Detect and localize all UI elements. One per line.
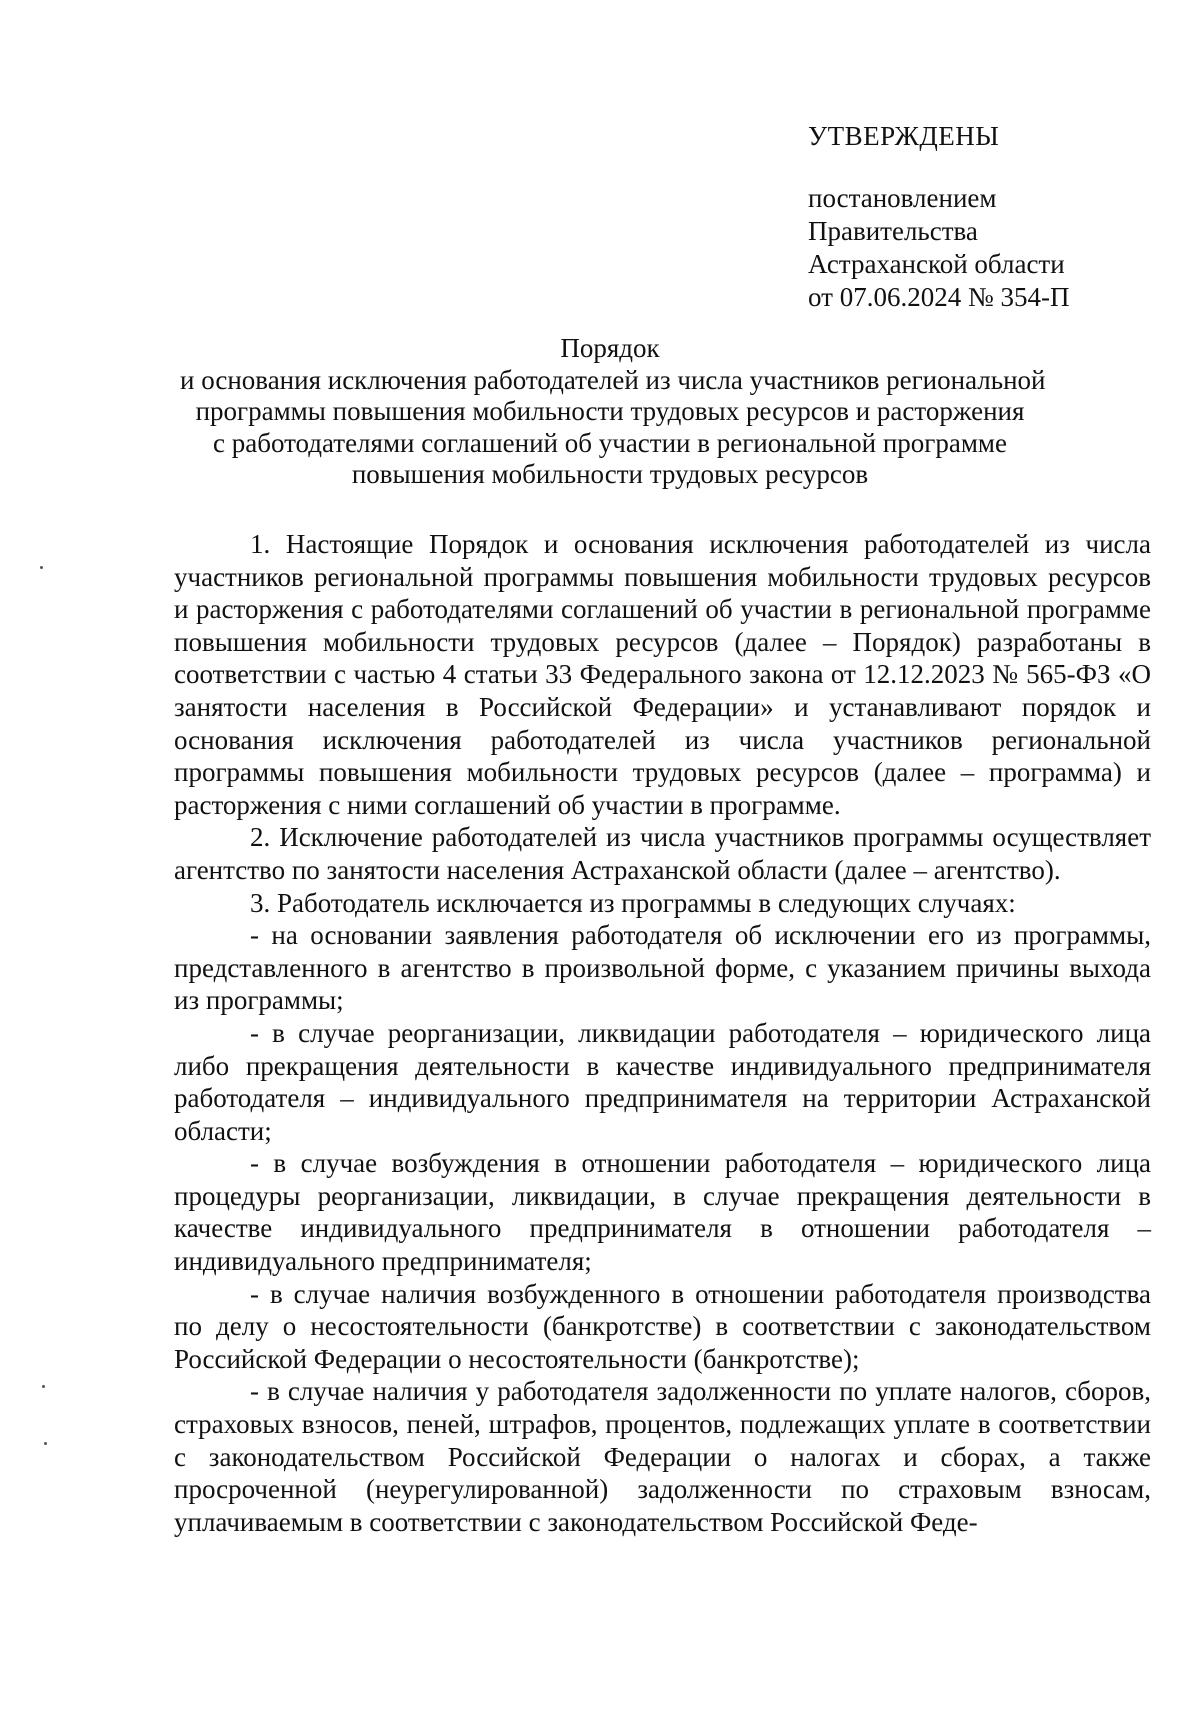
title-line: Порядок xyxy=(560,333,660,363)
list-item: - на основании заявления работодателя об исключении его из программы, представленного в агентство в произвольной форме, с указанием причины выхода из программы; xyxy=(174,920,1151,1016)
approval-line: постановлением xyxy=(808,183,997,213)
list-item: - в случае реорганизации, ликвидации работодателя – юридического лица либо прекращения деятельности в качестве индивидуального предпринимателя работодателя – индивидуального предпринимателя на территории Астраханской области; xyxy=(174,1017,1151,1146)
list-item: - в случае возбуждения в отношении работодателя – юридического лица процедуры реорганизации, ликвидации, в случае прекращения деятельности в качестве индивидуального предпринимателя в отношении работодателя – индивидуального предпринимателя; xyxy=(174,1148,1151,1277)
scan-speck xyxy=(44,1442,47,1445)
scan-speck xyxy=(40,566,43,569)
paragraph-2: 2. Исключение работодателей из числа участников программы осуществляет агентство по занятости населения Астраханской области (далее – агентство). xyxy=(174,822,1151,885)
title-line: программы повышения мобильности трудовых ресурсов и расторжения xyxy=(195,396,1025,426)
title-line: повышения мобильности трудовых ресурсов xyxy=(351,459,869,489)
approval-line: Правительства xyxy=(808,216,978,246)
list-item: - в случае наличия возбужденного в отношении работодателя производства по делу о несостоятельности (банкротстве) в соответствии с законодательством Российской Федерации о несостоятельности (банкротстве); xyxy=(174,1278,1151,1374)
paragraph-3: 3. Работодатель исключается из программы в следующих случаях: xyxy=(250,887,1016,918)
document-body xyxy=(174,528,1151,1538)
document-title xyxy=(180,333,1046,491)
paragraph-1: 1. Настоящие Порядок и основания исключения работодателей из числа участников региональной программы повышения мобильности трудовых ресурсов и расторжения с работодателями соглашений об участии в региональной программе повышения мобильности трудовых ресурсов (далее – Порядок) разработаны в соответствии с частью 4 статьи 33 Федерального закона от 12.12.2023 № 565-ФЗ «О занятости населения в Российской Федерации» и устанавливают порядок и основания исключения работодателей из числа участников региональной программы повышения мобильности трудовых ресурсов (далее – программа) и расторжения с ними соглашений об участии в программе. xyxy=(174,529,1151,820)
scan-speck xyxy=(42,1385,45,1388)
approval-heading: УТВЕРЖДЕНЫ xyxy=(808,121,1000,151)
title-line: и основания исключения работодателей из числа участников региональной xyxy=(180,364,1046,395)
title-line: с работодателями соглашений об участии в региональной программе xyxy=(212,427,1008,458)
approval-stamp xyxy=(808,118,1168,314)
approval-line: от 07.06.2024 № 354-П xyxy=(808,282,1070,312)
approval-line: Астраханской области xyxy=(808,249,1065,279)
list-item: - в случае наличия у работодателя задолженности по уплате налогов, сборов, страховых взносов, пеней, штрафов, процентов, подлежащих уплате в соответствии с законодательством Российской Федерации о налогах и сборах, а также просроченной (неурегулированной) задолженности по страховым взносам, уплачиваемым в соответствии с законодательством Российской Феде- xyxy=(174,1376,1151,1537)
